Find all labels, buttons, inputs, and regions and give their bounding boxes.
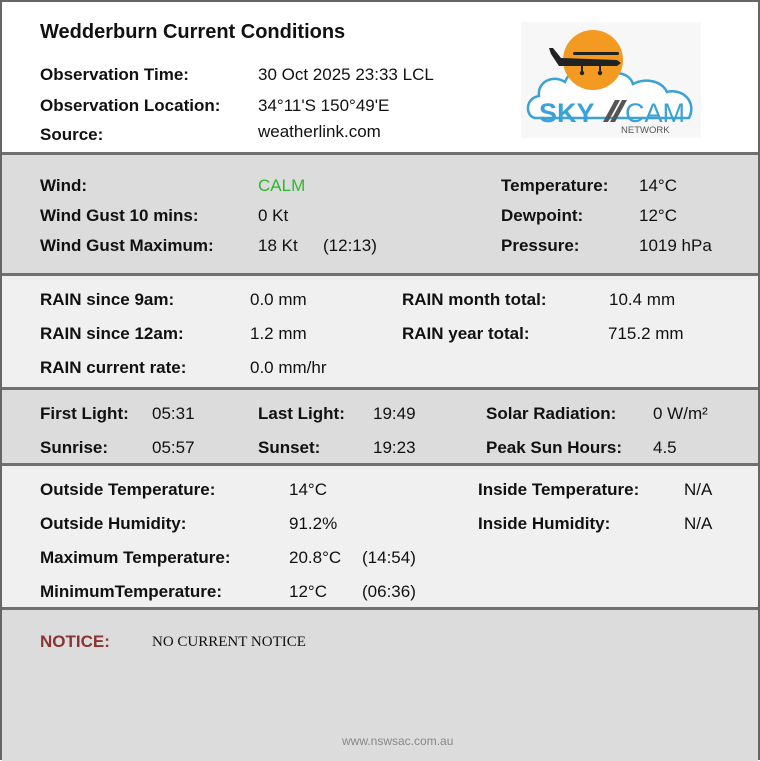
inside-temperature-label: Inside Temperature:	[478, 480, 640, 499]
inside-humidity-value: N/A	[684, 514, 713, 533]
obs-time-value: 30 Oct 2025 23:33 LCL	[258, 65, 434, 84]
footer-site-link[interactable]: www.nswsac.com.au	[342, 734, 454, 748]
maximum-temperature-label: Maximum Temperature:	[40, 548, 231, 567]
skycam-logo-graphic	[521, 22, 701, 138]
rain-since-9am-value: 0.0 mm	[250, 290, 307, 309]
wind-gust-10-value: 0 Kt	[258, 206, 289, 225]
outside-humidity-value: 91.2%	[289, 514, 338, 533]
wind-gust-10-label: Wind Gust 10 mins:	[40, 206, 199, 225]
temperature-value: 14°C	[639, 176, 677, 195]
obs-location-value: 34°11'S 150°49'E	[258, 96, 390, 115]
maximum-temperature-time: (14:54)	[362, 548, 416, 567]
notice-section	[2, 607, 758, 761]
temperature-label: Temperature:	[501, 176, 609, 195]
wind-section	[2, 152, 758, 273]
dewpoint-label: Dewpoint:	[501, 206, 584, 225]
wind-label: Wind:	[40, 176, 88, 195]
pressure-value: 1019 hPa	[639, 236, 712, 255]
obs-time-label: Observation Time:	[40, 65, 189, 84]
peak-sun-hours-value: 4.5	[653, 438, 677, 457]
rain-month-total-label: RAIN month total:	[402, 290, 547, 309]
temperature-section	[2, 463, 758, 607]
last-light-value: 19:49	[373, 404, 416, 423]
outside-temperature-value: 14°C	[289, 480, 327, 499]
outside-humidity-label: Outside Humidity:	[40, 514, 187, 533]
wind-gust-max-time: (12:13)	[323, 236, 377, 255]
minimum-temperature-value: 12°C	[289, 582, 327, 601]
solar-radiation-value: 0 W/m²	[653, 404, 708, 423]
obs-location-label: Observation Location:	[40, 96, 221, 115]
wind-gust-max-value: 18 Kt	[258, 236, 298, 255]
sun-section	[2, 387, 758, 463]
logo-cam-text: CAM	[625, 98, 685, 128]
rain-since-12am-label: RAIN since 12am:	[40, 324, 184, 343]
wind-gust-max-label: Wind Gust Maximum:	[40, 236, 214, 255]
pressure-label: Pressure:	[501, 236, 580, 255]
minimum-temperature-time: (06:36)	[362, 582, 416, 601]
first-light-value: 05:31	[152, 404, 195, 423]
source-label: Source:	[40, 125, 104, 144]
rain-section	[2, 273, 758, 387]
rain-year-total-label: RAIN year total:	[402, 324, 530, 343]
wind-value: CALM	[258, 176, 306, 195]
skycam-network-logo	[521, 22, 701, 138]
sunrise-value: 05:57	[152, 438, 195, 457]
solar-radiation-label: Solar Radiation:	[486, 404, 617, 423]
inside-temperature-value: N/A	[684, 480, 713, 499]
dewpoint-value: 12°C	[639, 206, 677, 225]
maximum-temperature-value: 20.8°C	[289, 548, 342, 567]
source-value: weatherlink.com	[258, 122, 381, 141]
logo-sky-text: SKY	[539, 98, 595, 128]
rain-month-total-value: 10.4 mm	[609, 290, 676, 309]
notice-label: NOTICE:	[40, 632, 110, 651]
last-light-label: Last Light:	[258, 404, 345, 423]
sunset-value: 19:23	[373, 438, 416, 457]
minimum-temperature-label: MinimumTemperature:	[40, 582, 222, 601]
rain-since-12am-value: 1.2 mm	[250, 324, 307, 343]
rain-year-total-value: 715.2 mm	[608, 324, 684, 343]
rain-current-rate-label: RAIN current rate:	[40, 358, 187, 377]
first-light-label: First Light:	[40, 404, 129, 423]
sunset-label: Sunset:	[258, 438, 321, 457]
peak-sun-hours-label: Peak Sun Hours:	[486, 438, 623, 457]
notice-text: NO CURRENT NOTICE	[152, 634, 306, 650]
rain-since-9am-label: RAIN since 9am:	[40, 290, 175, 309]
inside-humidity-label: Inside Humidity:	[478, 514, 611, 533]
sunrise-label: Sunrise:	[40, 438, 109, 457]
outside-temperature-label: Outside Temperature:	[40, 480, 216, 499]
rain-current-rate-value: 0.0 mm/hr	[250, 358, 327, 377]
logo-network-text: NETWORK	[621, 125, 670, 136]
page-title: Wedderburn Current Conditions	[40, 21, 346, 43]
